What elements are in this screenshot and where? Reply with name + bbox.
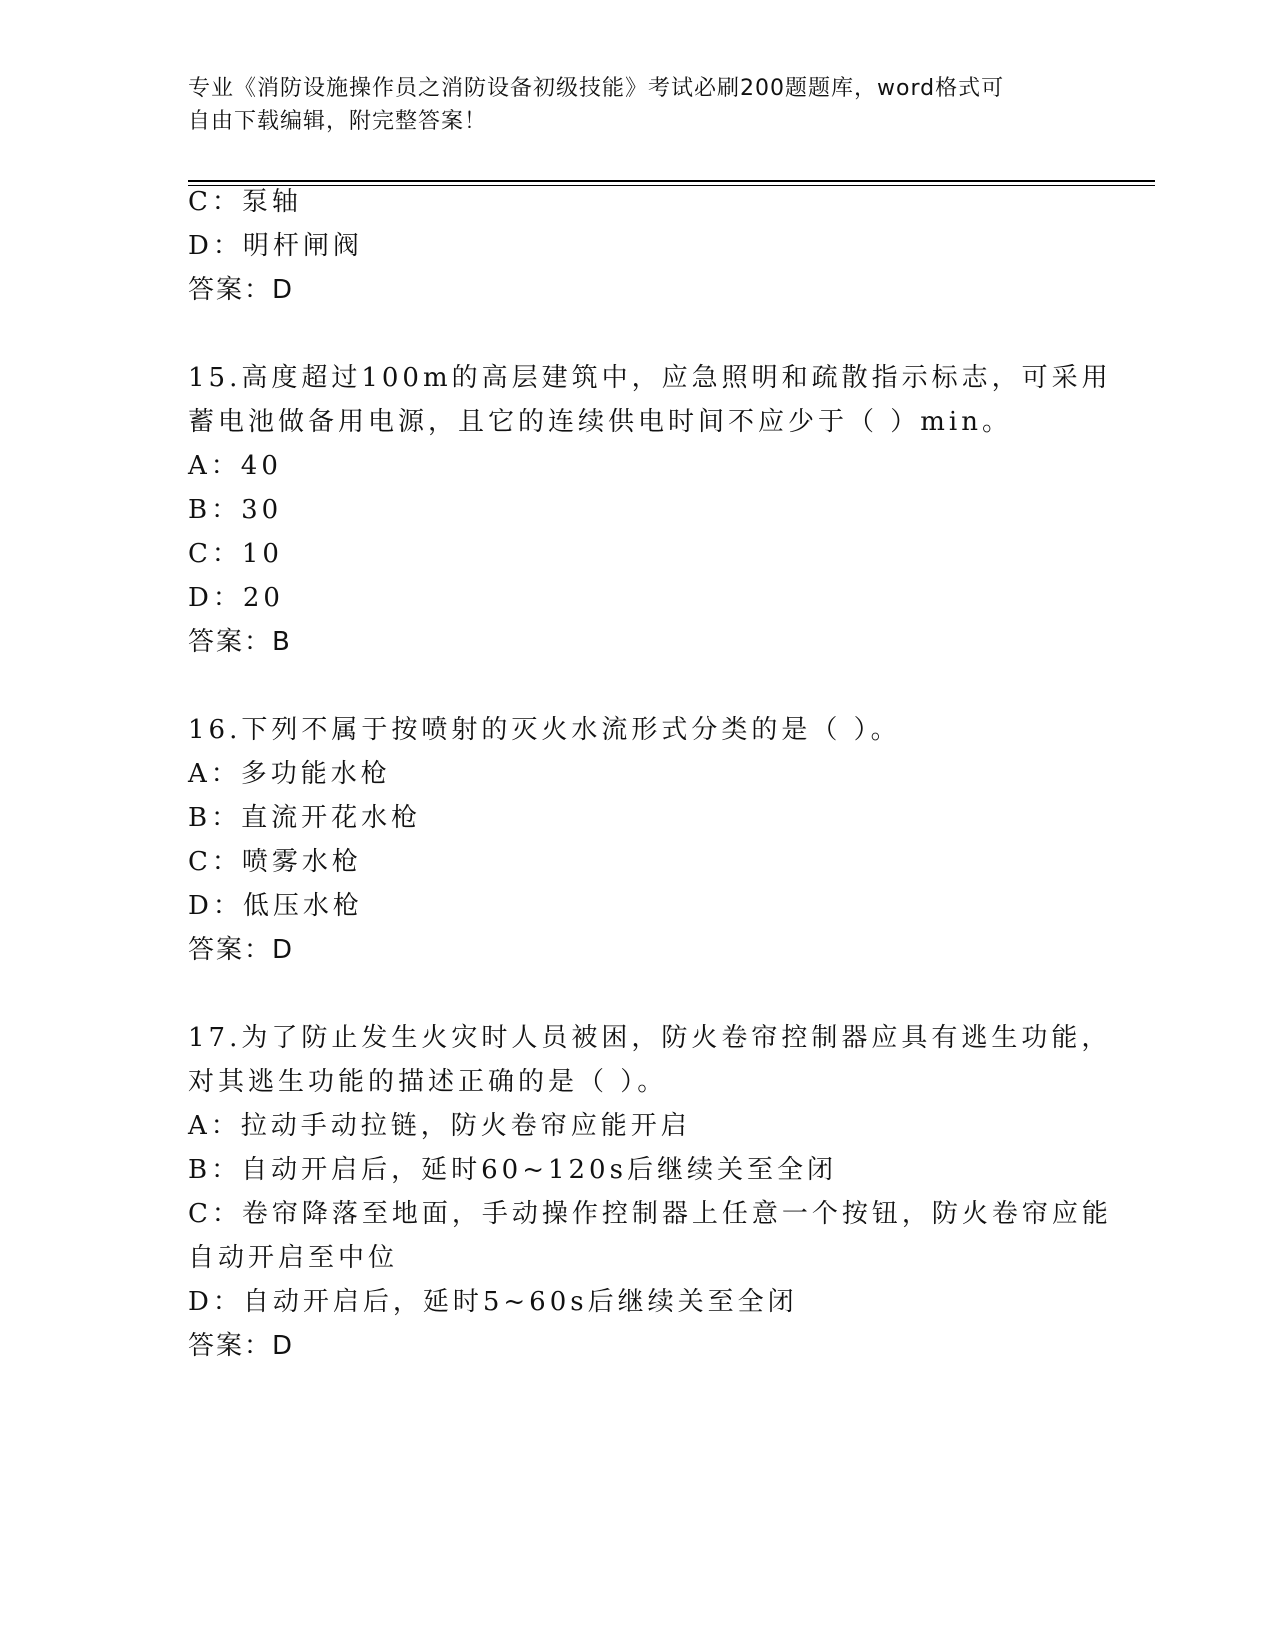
q16-option-b: B：直流开花水枪 <box>188 803 422 833</box>
document-header <box>188 72 1068 138</box>
q14-option-d: D：明杆闸阀 <box>188 231 363 261</box>
q17-answer: 答案：D <box>188 1331 295 1361</box>
q16-option-a: A：多功能水枪 <box>188 759 391 789</box>
q17-option-c-line-2: 自动开启至中位 <box>188 1243 399 1273</box>
header-line-2: 自由下载编辑，附完整答案！ <box>188 109 488 134</box>
q15-answer: 答案：B <box>188 627 292 657</box>
header-rule-thick <box>188 180 1155 182</box>
q14-option-c: C：泵轴 <box>188 187 302 217</box>
header-line-1: 专业《消防设施操作员之消防设备初级技能》考试必刷200题题库，word格式可 <box>188 76 1005 101</box>
q17-option-b: B：自动开启后，延时60~120s后继续关至全闭 <box>188 1155 837 1185</box>
q16-option-c: C：喷雾水枪 <box>188 847 362 877</box>
q15-option-c: C：10 <box>188 539 283 569</box>
q15-option-a: A：40 <box>188 451 282 481</box>
q14-answer: 答案：D <box>188 275 295 305</box>
q17-option-d: D：自动开启后，延时5~60s后继续关至全闭 <box>188 1287 798 1317</box>
q16-option-d: D：低压水枪 <box>188 891 363 921</box>
q17-stem-line-2: 对其逃生功能的描述正确的是（ ）。 <box>188 1067 668 1097</box>
q15-option-d: D：20 <box>188 583 284 613</box>
q17-stem-line-1: 17.为了防止发生火灾时人员被困，防火卷帘控制器应具有逃生功能， <box>188 1023 1112 1053</box>
q17-option-c-line-1: C：卷帘降落至地面，手动操作控制器上任意一个按钮，防火卷帘应能 <box>188 1199 1112 1229</box>
q15-stem-line-2: 蓄电池做备用电源，且它的连续供电时间不应少于（ ）min。 <box>188 407 1012 437</box>
q16-stem: 16.下列不属于按喷射的灭火水流形式分类的是（ ）。 <box>188 715 901 745</box>
header-rule-thin <box>188 185 1155 186</box>
q15-option-b: B：30 <box>188 495 283 525</box>
q15-stem-line-1: 15.高度超过100m的高层建筑中，应急照明和疏散指示标志，可采用 <box>188 363 1112 393</box>
q17-option-a: A：拉动手动拉链，防火卷帘应能开启 <box>188 1111 691 1141</box>
q16-answer: 答案：D <box>188 935 295 965</box>
